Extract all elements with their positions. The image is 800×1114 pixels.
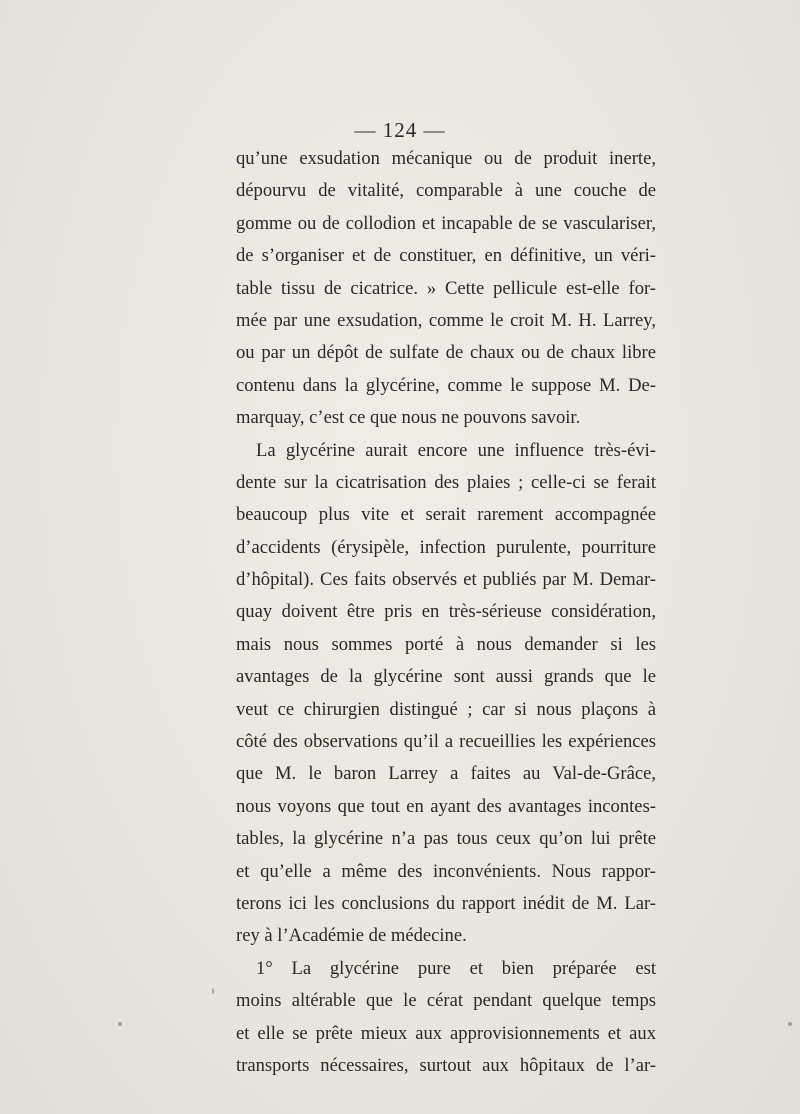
- text-line: de s’organiser et de constituer, en définitive, un véri-: [236, 245, 656, 267]
- text-line: veut ce chirurgien distingué ; car si nous plaçons à: [236, 698, 656, 720]
- text-line: dente sur la cicatrisation des plaies ; celle-ci se ferait: [236, 471, 656, 493]
- text-line: et elle se prête mieux aux approvisionnements et aux: [236, 1022, 656, 1044]
- text-line: tables, la glycérine n’a pas tous ceux qu’on lui prête: [236, 828, 656, 850]
- text-line: mais nous sommes porté à nous demander si les: [236, 633, 656, 655]
- text-line: et qu’elle a même des inconvénients. Nous rappor-: [236, 860, 656, 882]
- text-line: terons ici les conclusions du rapport inédit de M. Lar-: [236, 892, 656, 914]
- text-line: marquay, c’est ce que nous ne pouvons savoir.: [236, 407, 581, 429]
- text-line: quay doivent être pris en très-sérieuse considération,: [236, 601, 656, 623]
- text-line: dépourvu de vitalité, comparable à une couche de: [236, 180, 656, 202]
- text-line: que M. le baron Larrey a faites au Val-de-Grâce,: [236, 763, 656, 785]
- text-line: 1° La glycérine pure et bien préparée est: [256, 957, 656, 979]
- text-line: moins altérable que le cérat pendant quelque temps: [236, 990, 656, 1012]
- text-line: table tissu de cicatrice. » Cette pellicule est-elle for-: [236, 277, 656, 299]
- text-line: qu’une exsudation mécanique ou de produit inerte,: [236, 148, 656, 169]
- paper-speck: [212, 988, 214, 994]
- text-line: La glycérine aurait encore une influence très-évi-: [256, 439, 656, 461]
- text-line: gomme ou de collodion et incapable de se vasculariser,: [236, 212, 656, 234]
- text-line: nous voyons que tout en ayant des avantages incontes-: [236, 795, 656, 817]
- text-line: côté des observations qu’il a recueillies les expériences: [236, 731, 656, 753]
- text-line: beaucoup plus vite et serait rarement accompagnée: [236, 504, 656, 526]
- text-line: d’hôpital). Ces faits observés et publiés par M. Demar-: [236, 569, 656, 591]
- body-text: [236, 143, 656, 1082]
- text-line: transports nécessaires, surtout aux hôpitaux de l’ar-: [236, 1054, 656, 1076]
- text-line: ou par un dépôt de sulfate de chaux ou de chaux libre: [236, 342, 656, 364]
- paper-speck: [118, 1022, 122, 1026]
- text-line: contenu dans la glycérine, comme le suppose M. De-: [236, 374, 656, 396]
- paper-speck: [788, 1022, 792, 1026]
- text-line: mée par une exsudation, comme le croit M. H. Larrey,: [236, 309, 656, 331]
- text-line: avantages de la glycérine sont aussi grands que le: [236, 666, 656, 688]
- page-number: — 124 —: [354, 118, 446, 142]
- text-line: d’accidents (érysipèle, infection purulente, pourriture: [236, 536, 656, 558]
- text-line: rey à l’Académie de médecine.: [236, 925, 467, 947]
